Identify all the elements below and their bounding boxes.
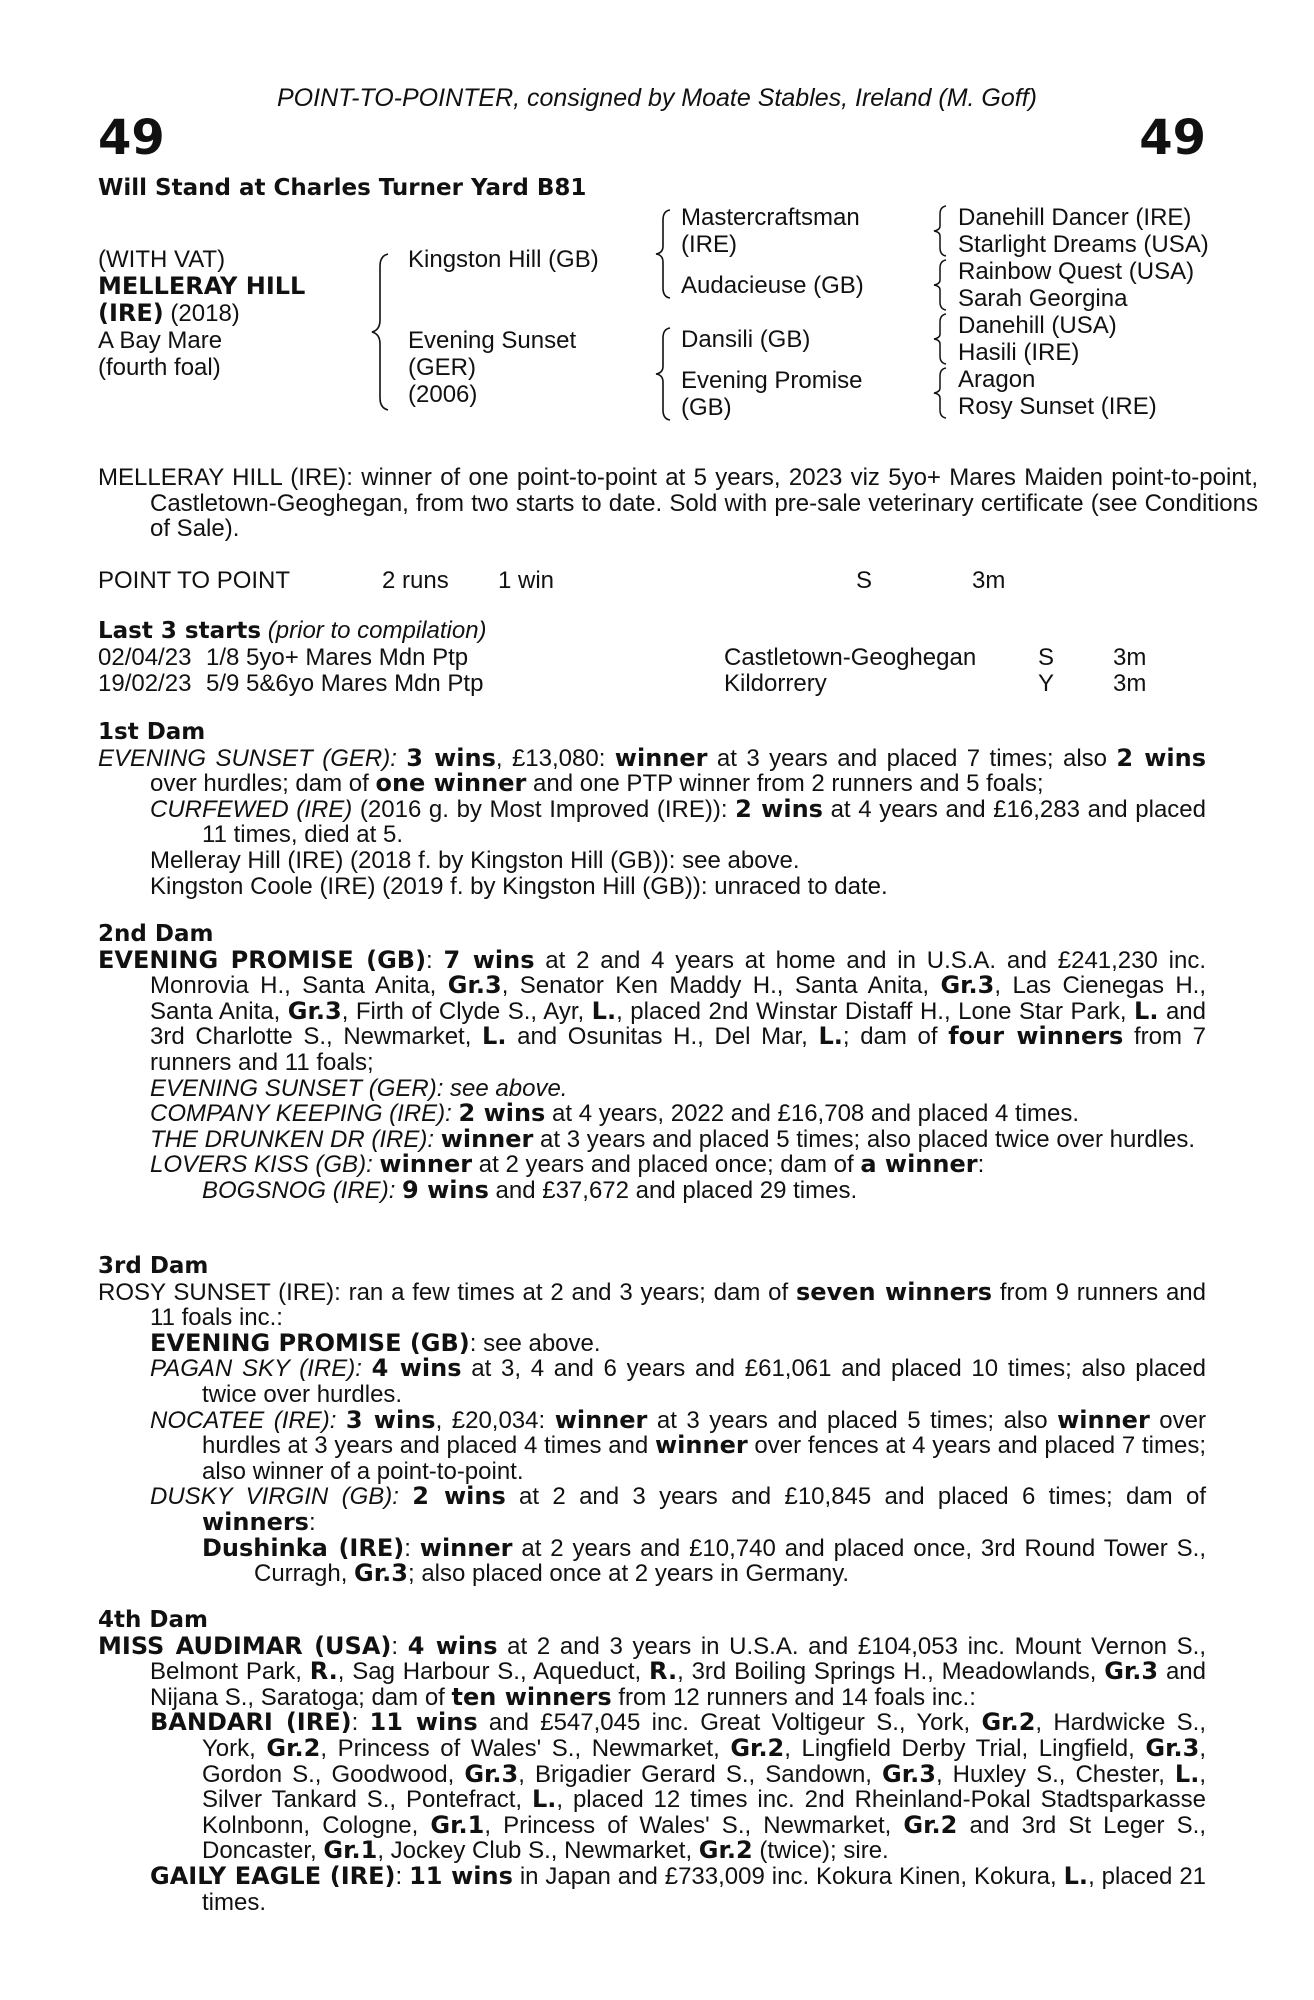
ancestor: Rainbow Quest (USA)	[958, 258, 1195, 285]
progeny-entry: EVENING SUNSET (GER): see above.	[150, 1074, 568, 1102]
sire-sire: Mastercraftsman (IRE)	[681, 204, 860, 258]
horse-identity	[98, 246, 305, 381]
ancestor: Starlight Dreams (USA)	[958, 231, 1209, 258]
section-title: 1st Dam	[98, 719, 206, 745]
ancestor: Aragon	[958, 366, 1036, 393]
start-pos: 5/9	[206, 669, 240, 697]
dam-entry: MISS AUDIMAR (USA): 4 wins at 2 and 3 years in U.S.A. and £104,053 inc. Mount Vernon S., Belmont Park, R., Sag Harbour S., Aqueduct, R., 3rd Boiling Springs H., Meadowlands, Gr.3 and Nijana S., Saratoga; dam of ten winners from 12 runners and 14 foals inc.:	[98, 1631, 1207, 1711]
start-row	[98, 671, 1206, 697]
dam-entry: ROSY SUNSET (IRE): ran a few times at 2 and 3 years; dam of seven winners from 9 runners and 11 foals inc.:	[98, 1277, 1207, 1332]
progeny-entry: CURFEWED (IRE) (2016 g. by Most Improved (IRE)): 2 wins at 4 years and £16,283 and placed 11 times, died at 5.	[150, 794, 1206, 849]
dam: Evening Sunset (GER) (2006)	[408, 327, 577, 408]
ancestor: Rosy Sunset (IRE)	[958, 393, 1157, 420]
dam-dam: Evening Promise (GB)	[681, 367, 863, 421]
section-title: 3rd Dam	[98, 1253, 209, 1279]
progeny-entry: Melleray Hill (IRE) (2018 f. by Kingston Hill (GB)): see above.	[150, 846, 800, 874]
section-title: 2nd Dam	[98, 921, 214, 947]
stand-location: Will Stand at Charles Turner Yard B81	[98, 175, 587, 201]
horse-name: MELLERAY HILL	[98, 272, 306, 300]
ancestor: Hasili (IRE)	[958, 339, 1080, 366]
start-pos: 1/8	[206, 643, 240, 671]
pedigree-brace-dam	[654, 326, 678, 422]
ancestor: Sarah Georgina	[958, 285, 1128, 312]
horse-origin-year: (IRE) (2018)	[98, 299, 240, 327]
start-race: 5yo+ Mares Mdn Ptp	[246, 643, 469, 671]
pedigree-brace-sire	[654, 208, 678, 300]
lot-number-right: 49	[1139, 110, 1206, 166]
start-dist: 3m	[1113, 643, 1147, 671]
start-race: 5&6yo Mares Mdn Ptp	[246, 669, 484, 697]
start-dist: 3m	[1113, 669, 1147, 697]
ancestor: Danehill (USA)	[958, 312, 1117, 339]
horse-sex: A Bay Mare	[98, 327, 223, 354]
progeny-entry: THE DRUNKEN DR (IRE): winner at 3 years and placed 5 times; also placed twice over hurdles.	[150, 1124, 1196, 1153]
grand-progeny-entry: BOGSNOG (IRE): 9 wins and £37,672 and placed 29 times.	[202, 1175, 858, 1204]
lot-number-left: 49	[98, 110, 165, 166]
progeny-entry: EVENING PROMISE (GB): see above.	[150, 1328, 601, 1357]
second-dam-section	[98, 922, 1206, 1204]
ptp-record: POINT TO POINT 2 runs 1 win S 3m	[98, 567, 1006, 594]
race-summary: MELLERAY HILL (IRE): winner of one point-to-point at 5 years, 2023 viz 5yo+ Mares Maiden point-to-point, Castletown-Geoghegan, from two starts to date. Sold with pre-sale veterinary certificate (see Conditions of Sale).	[98, 464, 1258, 543]
sire-dam: Audacieuse (GB)	[681, 272, 864, 299]
pedigree-brace-g4	[932, 366, 954, 420]
start-date: 19/02/23	[98, 669, 192, 697]
pedigree-brace-g1	[932, 204, 954, 258]
pedigree-brace-main	[370, 252, 400, 412]
sire: Kingston Hill (GB)	[408, 246, 599, 273]
progeny-entry: COMPANY KEEPING (IRE): 2 wins at 4 years, 2022 and £16,708 and placed 4 times.	[150, 1099, 1080, 1128]
fourth-dam-section	[98, 1608, 1206, 1915]
start-date: 02/04/23	[98, 643, 192, 671]
start-going: S	[1038, 643, 1055, 671]
grand-progeny-entry: Dushinka (IRE): winner at 2 years and £10,740 and placed once, 3rd Round Tower S., Curragh, Gr.3; also placed once at 2 years in Germany.	[202, 1533, 1206, 1588]
progeny-entry: BANDARI (IRE): 11 wins and £547,045 inc. Great Voltigeur S., York, Gr.2, Hardwicke S., York, Gr.2, Princess of Wales' S., Newmarket, Gr.2, Lingfield Derby Trial, Lingfield, Gr.3, Gordon S., Goodwood, Gr.3, Brigadier Gerard S., Sandown, Gr.3, Huxley S., Chester, L., Silver Tankard S., Pontefract, L., placed 12 times inc. 2nd Rheinland-Pokal Stadtsparkasse Kolnbonn, Cologne, Gr.1, Princess of Wales' S., Newmarket, Gr.2 and 3rd St Leger S., Doncaster, Gr.1, Jockey Club S., Newmarket, Gr.2 (twice); sire.	[150, 1708, 1207, 1865]
ancestor: Danehill Dancer (IRE)	[958, 204, 1192, 231]
pedigree-brace-g3	[932, 312, 954, 366]
progeny-entry: LOVERS KISS (GB): winner at 2 years and placed once; dam of a winner:	[150, 1150, 985, 1179]
pedigree-brace-g2	[932, 258, 954, 312]
start-course: Kildorrery	[724, 669, 827, 697]
third-generation	[958, 204, 1209, 420]
start-going: Y	[1038, 669, 1055, 697]
progeny-entry: PAGAN SKY (IRE): 4 wins at 3, 4 and 6 years and £61,061 and placed 10 times; also placed twice over hurdles.	[150, 1354, 1206, 1408]
dam-entry: EVENING PROMISE (GB): 7 wins at 2 and 4 years at home and in U.S.A. and £241,230 inc. Monrovia H., Santa Anita, Gr.3, Senator Ken Maddy H., Santa Anita, Gr.3, Las Cienegas H., Santa Anita, Gr.3, Firth of Clyde S., Ayr, L., placed 2nd Winstar Distaff H., Lone Star Park, L. and 3rd Charlotte S., Newmarket, L. and Osunitas H., Del Mar, L.; dam of four winners from 7 runners and 11 foals;	[98, 945, 1207, 1076]
progeny-entry: GAILY EAGLE (IRE): 11 wins in Japan and £733,009 inc. Kokura Kinen, Kokura, L., placed 21 times.	[150, 1861, 1207, 1916]
start-course: Castletown-Geoghegan	[724, 643, 977, 671]
dam-sire: Dansili (GB)	[681, 326, 811, 353]
section-title: 4th Dam	[98, 1607, 208, 1633]
first-dam-section	[98, 720, 1206, 899]
third-dam-section	[98, 1254, 1206, 1587]
progeny-entry: NOCATEE (IRE): 3 wins, £20,034: winner at 3 years and placed 5 times; also winner over hurdles at 3 years and placed 4 times and winner over fences at 4 years and placed 7 times; also winner of a point-to-point.	[150, 1405, 1206, 1485]
dam-entry: EVENING SUNSET (GER): 3 wins, £13,080: winner at 3 years and placed 7 times; also 2 wins over hurdles; dam of one winner and one PTP winner from 2 runners and 5 foals;	[98, 743, 1206, 798]
consignor-line: POINT-TO-POINTER, consigned by Moate Stables, Ireland (M. Goff)	[277, 84, 1037, 112]
vat-label: (WITH VAT)	[98, 246, 226, 273]
start-row	[98, 645, 1206, 671]
progeny-entry: DUSKY VIRGIN (GB): 2 wins at 2 and 3 years and £10,845 and placed 6 times; dam of winners:	[150, 1482, 1206, 1536]
progeny-entry: Kingston Coole (IRE) (2019 f. by Kingston Hill (GB)): unraced to date.	[150, 872, 888, 900]
last-starts: Last 3 starts (prior to compilation) 02/04/23 1/8 5yo+ Mares Mdn Ptp Castletown-Geoghegan S 3m 19/02/23 5/9 5&6yo Mares Mdn Ptp Kildorrery Y 3m	[98, 618, 1206, 697]
foal-number: (fourth foal)	[98, 354, 221, 381]
